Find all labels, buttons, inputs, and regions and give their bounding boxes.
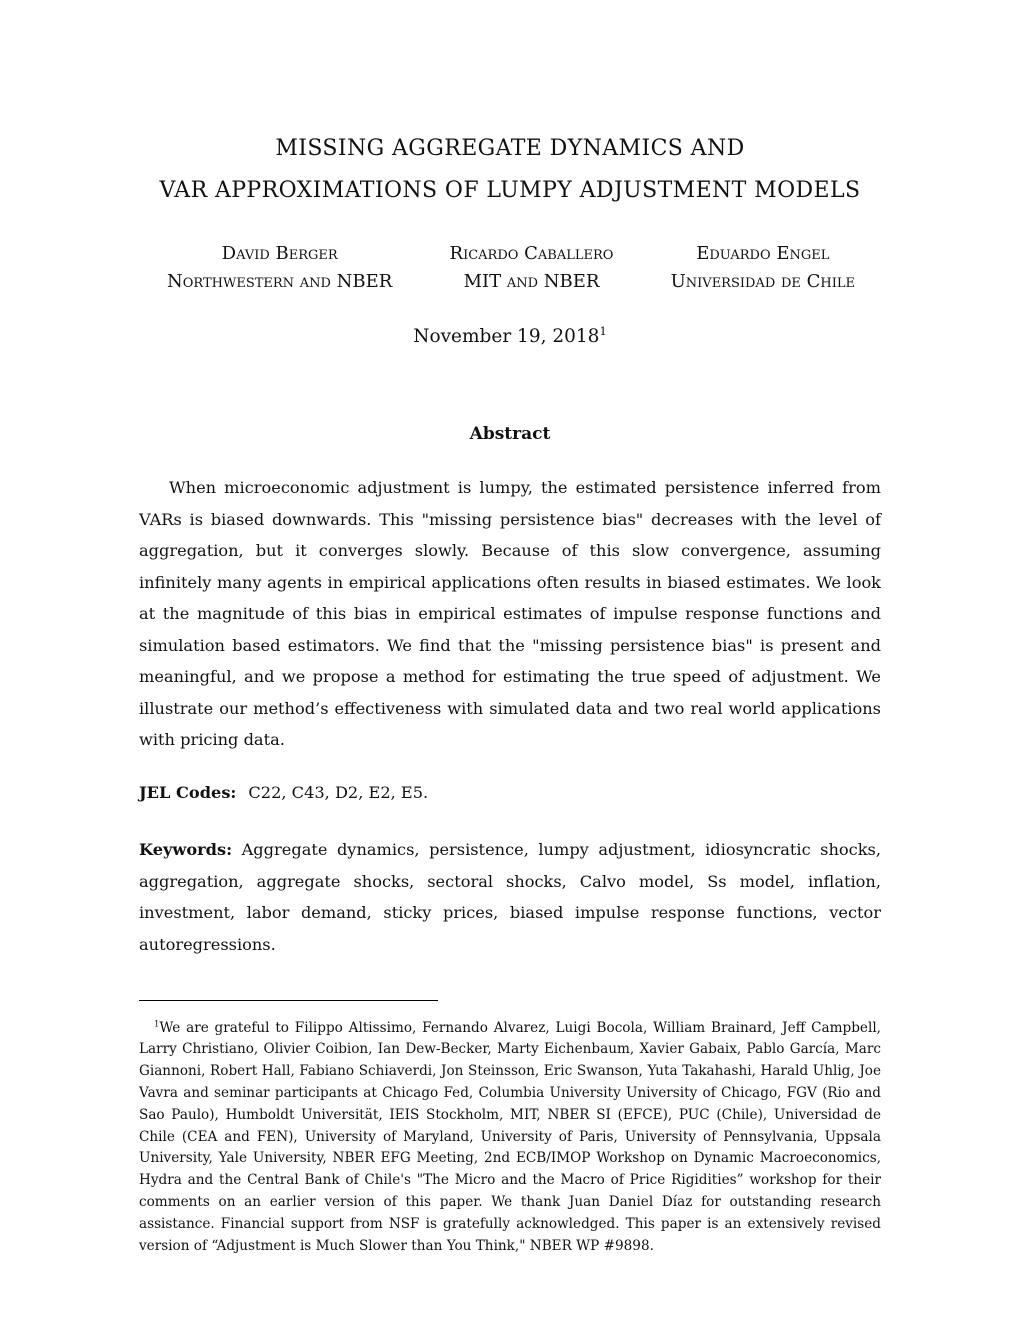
footnote-divider [139,1000,438,1001]
footnote-text: We are grateful to Filippo Altissimo, Fernando Alvarez, Luigi Bocola, William Brainard, Jeff Campbell, Larry Christiano, Olivier Coibion, Ian Dew-Becker, Marty Eichenbaum, Xavier Gabaix, Pablo García, Marc Giannoni, Robert Hall, Fabiano Schiaverdi, Jon Steinsson, Eric Swanson, Yuta Takahashi, Harald Uhlig, Joe Vavra and seminar participants at Chicago Fed, Columbia University University of Chicago, FGV (Rio and Sao Paulo), Humboldt Universität, IEIS Stockholm, MIT, NBER SI (EFCE), PUC (Chile), Universidad de Chile (CEA and FEN), University of Maryland, University of Paris, University of Pennsylvania, Uppsala University, Yale University, NBER EFG Meeting, 2nd ECB/IMOP Workshop on Dynamic Macroeconomics, Hydra and the Central Bank of Chile's "The Micro and the Macro of Price Rigidities” workshop for their comments on an earlier version of this paper. We thank Juan Daniel Díaz for outstanding research assistance. Financial support from NSF is gratefully acknowledged. This paper is an extensively revised version of “Adjustment is Much Slower than You Think," NBER WP #9898. [139,1019,881,1254]
abstract-heading: Abstract [469,424,551,444]
author-block-caballero [450,240,614,296]
keywords-paragraph [139,834,881,960]
date-footnote-mark: 1 [599,323,607,338]
jel-label: JEL Codes: [139,783,237,802]
author-name: Eduardo Engel [696,243,830,264]
date-line [139,323,881,347]
abstract-text: When microeconomic adjustment is lumpy, the estimated persistence inferred from VARs is biased downwards. This "missing persistence bias" decreases with the level of aggregation, but it converges slowly. Because of this slow convergence, assuming infinitely many agents in empirical applications often results in biased estimates. We look at the magnitude of this bias in empirical estimates of impulse response functions and simulation based estimators. We find that the "missing persistence bias" is present and meaningful, and we propose a method for estimating the true speed of adjustment. We illustrate our method’s effectiveness with simulated data and two real world applications with pricing data. [139,478,881,750]
keywords-label: Keywords: [139,840,233,860]
author-block-berger [167,240,392,296]
jel-line [139,783,881,802]
authors-row [139,240,881,296]
author-affiliation: Northwestern and NBER [167,271,393,292]
keywords-text: Aggregate dynamics, persistence, lumpy adjustment, idiosyncratic shocks, aggregation, aggregate shocks, sectoral shocks, Calvo model, Ss model, inflation, investment, labor demand, sticky prices, biased impulse response functions, vector autoregressions. [139,840,881,954]
author-name: David Berger [221,243,338,264]
author-affiliation: MIT and NBER [463,271,600,292]
footnote-superscript: 1 [154,1018,160,1029]
footnote [139,1018,881,1258]
date-text: November 19, 2018 [413,326,600,347]
title-line-2: VAR APPROXIMATIONS OF LUMPY ADJUSTMENT MODELS [159,178,861,203]
title-line-1: MISSING AGGREGATE DYNAMICS AND [275,136,745,161]
author-affiliation: Universidad de Chile [670,271,855,292]
author-block-engel [671,240,855,296]
paper-title [139,128,881,212]
author-name: Ricardo Caballero [449,243,614,264]
jel-codes: C22, C43, D2, E2, E5. [248,783,429,802]
